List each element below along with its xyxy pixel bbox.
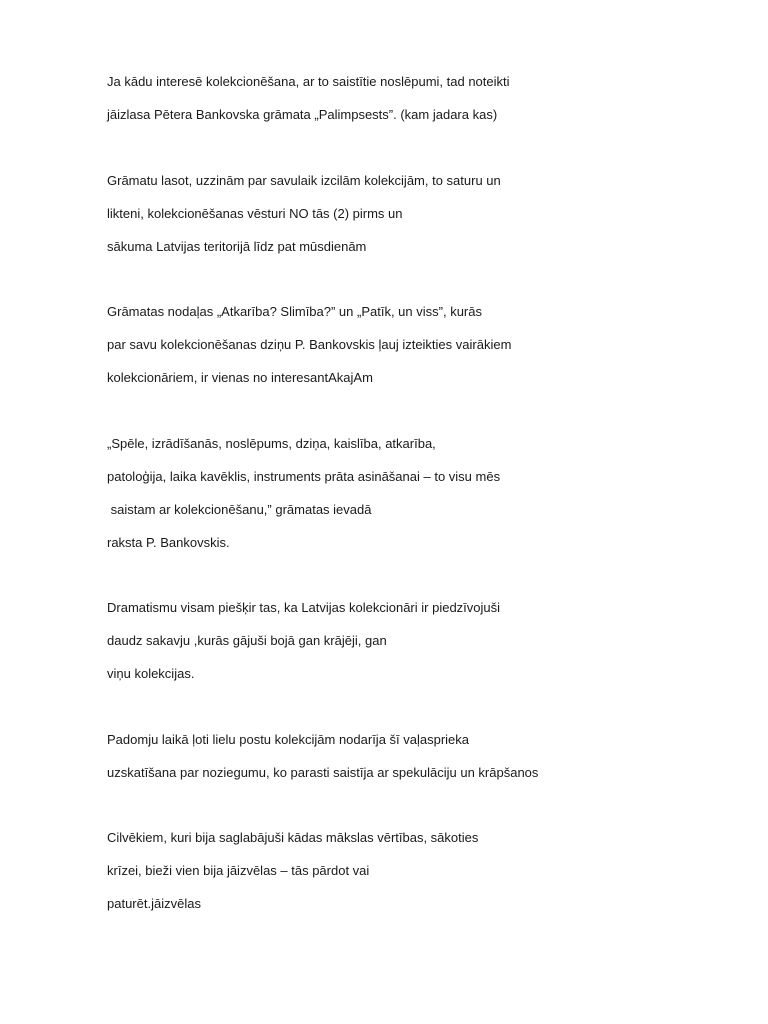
text-line: par savu kolekcionēšanas dziņu P. Bankovskis ļauj izteikties vairākiem [107,337,512,352]
text-line: paturēt.jāizvēlas [107,896,201,911]
text-line: Grāmatas nodaļas „Atkarība? Slimība?” un „Patīk, un viss”, kurās [107,304,482,319]
text-line: Cilvēkiem, kuri bija saglabājuši kādas mākslas vērtības, sākoties [107,830,479,845]
text-line: likteni, kolekcionēšanas vēsturi NO tās (2) pirms un [107,206,403,221]
text-line: krīzei, bieži vien bija jāizvēlas – tās pārdot vai [107,863,370,878]
text-line: daudz sakavju ,kurās gājuši bojā gan krājēji, gan [107,633,387,648]
text-line: viņu kolekcijas. [107,666,195,681]
text-line: sākuma Latvijas teritorijā līdz pat mūsdienām [107,239,367,254]
text-line: Grāmatu lasot, uzzinām par savulaik izcilām kolekcijām, to saturu un [107,173,501,188]
text-line: kolekcionāriem, ir vienas no interesantAkajAm [107,370,373,385]
text-line: uzskatīšana par noziegumu, ko parasti saistīja ar spekulāciju un krāpšanos [107,765,539,780]
text-line: raksta P. Bankovskis. [107,535,230,550]
text-line: jāizlasa Pētera Bankovska grāmata „Palimpsests”. (kam jadara kas) [107,107,498,122]
text-line: Padomju laikā ļoti lielu postu kolekcijām nodarīja šī vaļasprieka [107,732,470,747]
text-line: „Spēle, izrādīšanās, noslēpums, dziņa, kaislība, atkarība, [107,436,436,451]
text-line: Ja kādu interesē kolekcionēšana, ar to saistītie noslēpumi, tad noteikti [107,74,510,89]
text-line: patoloģija, laika kavēklis, instruments prāta asināšanai – to visu mēs [107,469,501,484]
text-line: saistam ar kolekcionēšanu,” grāmatas ievadā [107,502,372,517]
text-line: Dramatismu visam piešķir tas, ka Latvijas kolekcionāri ir piedzīvojuši [107,600,501,615]
